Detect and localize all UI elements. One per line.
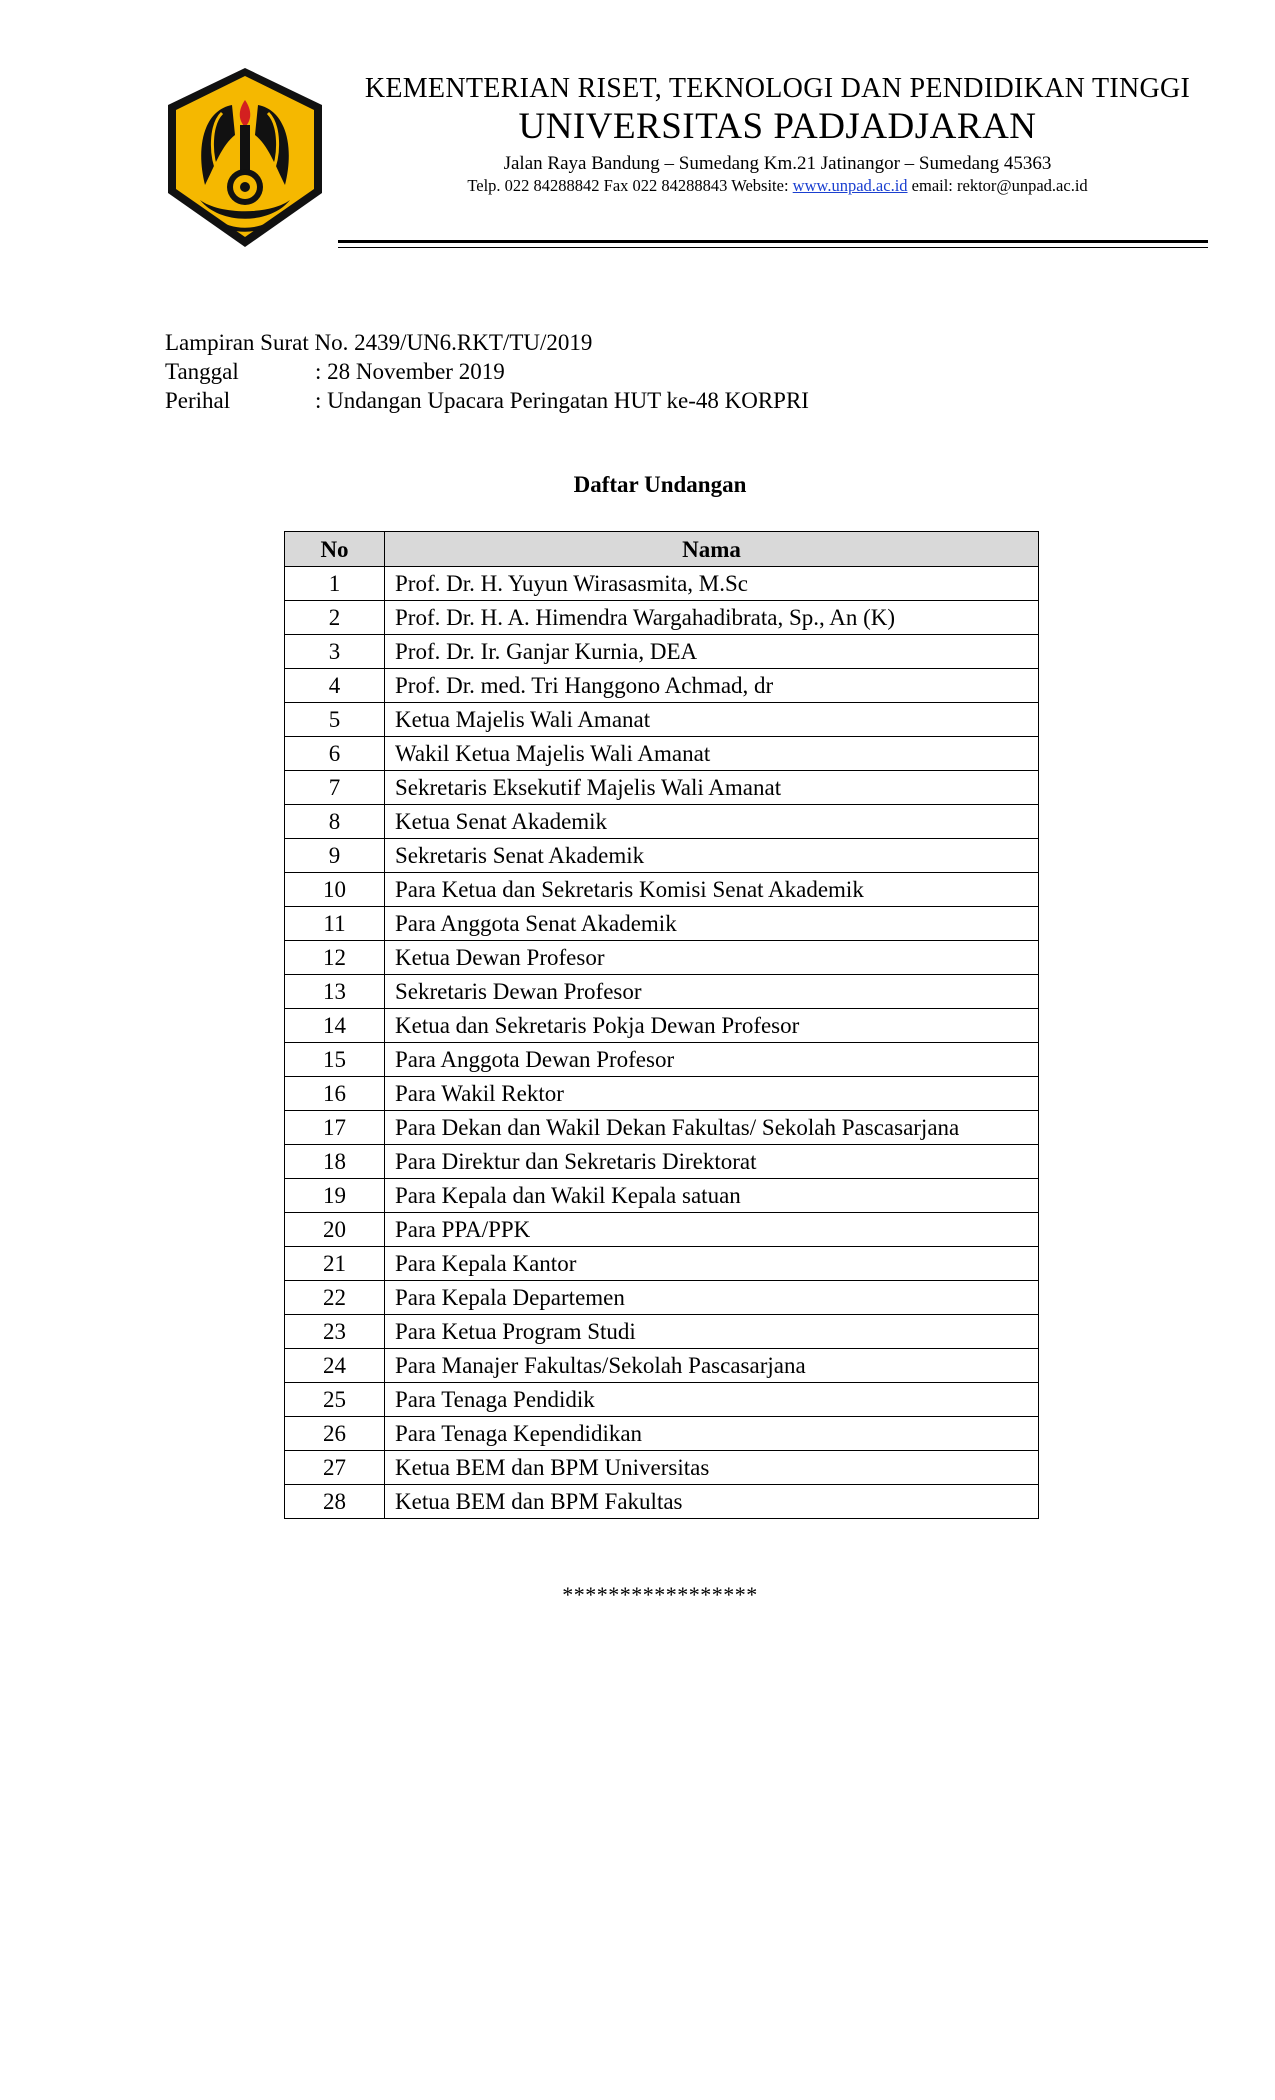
row-number: 6 xyxy=(285,737,385,771)
row-name: Para Anggota Senat Akademik xyxy=(385,907,1039,941)
table-row xyxy=(285,1383,1039,1417)
row-number: 17 xyxy=(285,1111,385,1145)
table-row xyxy=(285,1077,1039,1111)
table-body xyxy=(285,567,1039,1519)
row-name: Sekretaris Senat Akademik xyxy=(385,839,1039,873)
letterhead-rule-thick xyxy=(338,240,1208,243)
row-number: 9 xyxy=(285,839,385,873)
row-number: 20 xyxy=(285,1213,385,1247)
row-number: 18 xyxy=(285,1145,385,1179)
table-row xyxy=(285,635,1039,669)
table-row xyxy=(285,805,1039,839)
table-row xyxy=(285,669,1039,703)
table-row xyxy=(285,1213,1039,1247)
header-nama: Nama xyxy=(385,532,1039,567)
invitation-table xyxy=(284,531,1039,1519)
table-row xyxy=(285,839,1039,873)
row-name: Para Tenaga Pendidik xyxy=(385,1383,1039,1417)
row-number: 14 xyxy=(285,1009,385,1043)
row-name: Prof. Dr. H. Yuyun Wirasasmita, M.Sc xyxy=(385,567,1039,601)
row-name: Sekretaris Eksekutif Majelis Wali Amanat xyxy=(385,771,1039,805)
table-row xyxy=(285,567,1039,601)
table-row xyxy=(285,1417,1039,1451)
row-name: Para Anggota Dewan Profesor xyxy=(385,1043,1039,1077)
row-name: Para Kepala Departemen xyxy=(385,1281,1039,1315)
row-number: 19 xyxy=(285,1179,385,1213)
row-number: 10 xyxy=(285,873,385,907)
table-row xyxy=(285,771,1039,805)
table-row xyxy=(285,975,1039,1009)
tanggal-label: Tanggal xyxy=(165,359,239,384)
ministry-name: KEMENTERIAN RISET, TEKNOLOGI DAN PENDIDIKAN TINGGI xyxy=(364,73,1191,104)
row-name: Para Kepala Kantor xyxy=(385,1247,1039,1281)
row-number: 2 xyxy=(285,601,385,635)
row-name: Ketua Majelis Wali Amanat xyxy=(385,703,1039,737)
row-number: 8 xyxy=(285,805,385,839)
row-number: 12 xyxy=(285,941,385,975)
table-row xyxy=(285,737,1039,771)
row-number: 5 xyxy=(285,703,385,737)
row-name: Ketua dan Sekretaris Pokja Dewan Profesor xyxy=(385,1009,1039,1043)
unpad-emblem-icon xyxy=(160,65,330,250)
row-name: Prof. Dr. H. A. Himendra Wargahadibrata, Sp., An (K) xyxy=(385,601,1039,635)
table-row xyxy=(285,703,1039,737)
table-header-row xyxy=(285,532,1039,567)
row-name: Para Dekan dan Wakil Dekan Fakultas/ Sekolah Pascasarjana xyxy=(385,1111,1039,1145)
table-row xyxy=(285,907,1039,941)
row-number: 25 xyxy=(285,1383,385,1417)
row-name: Prof. Dr. Ir. Ganjar Kurnia, DEA xyxy=(385,635,1039,669)
row-number: 16 xyxy=(285,1077,385,1111)
contact-line xyxy=(340,175,1215,197)
table-row xyxy=(285,1485,1039,1519)
letter-meta xyxy=(165,328,809,415)
row-name: Para Tenaga Kependidikan xyxy=(385,1417,1039,1451)
row-number: 28 xyxy=(285,1485,385,1519)
perihal-label: Perihal xyxy=(165,388,231,413)
row-name: Para Ketua dan Sekretaris Komisi Senat Akademik xyxy=(385,873,1039,907)
university-name: UNIVERSITAS PADJADJARAN xyxy=(518,106,1037,147)
table-row xyxy=(285,1247,1039,1281)
row-number: 7 xyxy=(285,771,385,805)
row-name: Para Ketua Program Studi xyxy=(385,1315,1039,1349)
contact-email: email: rektor@unpad.ac.id xyxy=(907,176,1088,195)
row-number: 22 xyxy=(285,1281,385,1315)
table-row xyxy=(285,1281,1039,1315)
perihal-value: : Undangan Upacara Peringatan HUT ke-48 KORPRI xyxy=(315,388,809,413)
table-row xyxy=(285,941,1039,975)
table-row xyxy=(285,873,1039,907)
table-row xyxy=(285,1043,1039,1077)
row-number: 26 xyxy=(285,1417,385,1451)
row-number: 15 xyxy=(285,1043,385,1077)
document-title: Daftar Undangan xyxy=(573,472,747,497)
table-row xyxy=(285,1179,1039,1213)
table-row xyxy=(285,1451,1039,1485)
row-number: 13 xyxy=(285,975,385,1009)
table-row xyxy=(285,1315,1039,1349)
row-number: 4 xyxy=(285,669,385,703)
table-row xyxy=(285,1111,1039,1145)
contact-phone-fax: Telp. 022 84288842 Fax 022 84288843 Website: xyxy=(467,176,793,195)
row-name: Para Wakil Rektor xyxy=(385,1077,1039,1111)
row-name: Ketua Senat Akademik xyxy=(385,805,1039,839)
table-row xyxy=(285,1145,1039,1179)
row-name: Para Kepala dan Wakil Kepala satuan xyxy=(385,1179,1039,1213)
table-row xyxy=(285,601,1039,635)
row-name: Wakil Ketua Majelis Wali Amanat xyxy=(385,737,1039,771)
row-number: 23 xyxy=(285,1315,385,1349)
university-address: Jalan Raya Bandung – Sumedang Km.21 Jatinangor – Sumedang 45363 xyxy=(503,153,1052,174)
row-name: Para Manajer Fakultas/Sekolah Pascasarjana xyxy=(385,1349,1039,1383)
closing-stars: ***************** xyxy=(562,1582,758,1607)
row-name: Para Direktur dan Sekretaris Direktorat xyxy=(385,1145,1039,1179)
row-number: 1 xyxy=(285,567,385,601)
tanggal-value: : 28 November 2019 xyxy=(315,359,505,384)
row-name: Ketua Dewan Profesor xyxy=(385,941,1039,975)
row-number: 27 xyxy=(285,1451,385,1485)
row-number: 21 xyxy=(285,1247,385,1281)
header-no: No xyxy=(285,532,385,567)
row-number: 3 xyxy=(285,635,385,669)
row-name: Ketua BEM dan BPM Fakultas xyxy=(385,1485,1039,1519)
row-name: Ketua BEM dan BPM Universitas xyxy=(385,1451,1039,1485)
table-row xyxy=(285,1009,1039,1043)
row-number: 24 xyxy=(285,1349,385,1383)
row-name: Prof. Dr. med. Tri Hanggono Achmad, dr xyxy=(385,669,1039,703)
lampiran-line: Lampiran Surat No. 2439/UN6.RKT/TU/2019 xyxy=(165,330,593,355)
letterhead xyxy=(340,72,1215,197)
row-name: Para PPA/PPK xyxy=(385,1213,1039,1247)
row-name: Sekretaris Dewan Profesor xyxy=(385,975,1039,1009)
row-number: 11 xyxy=(285,907,385,941)
letterhead-rule-thin xyxy=(338,247,1208,248)
website-link[interactable]: www.unpad.ac.id xyxy=(792,176,908,195)
table-row xyxy=(285,1349,1039,1383)
